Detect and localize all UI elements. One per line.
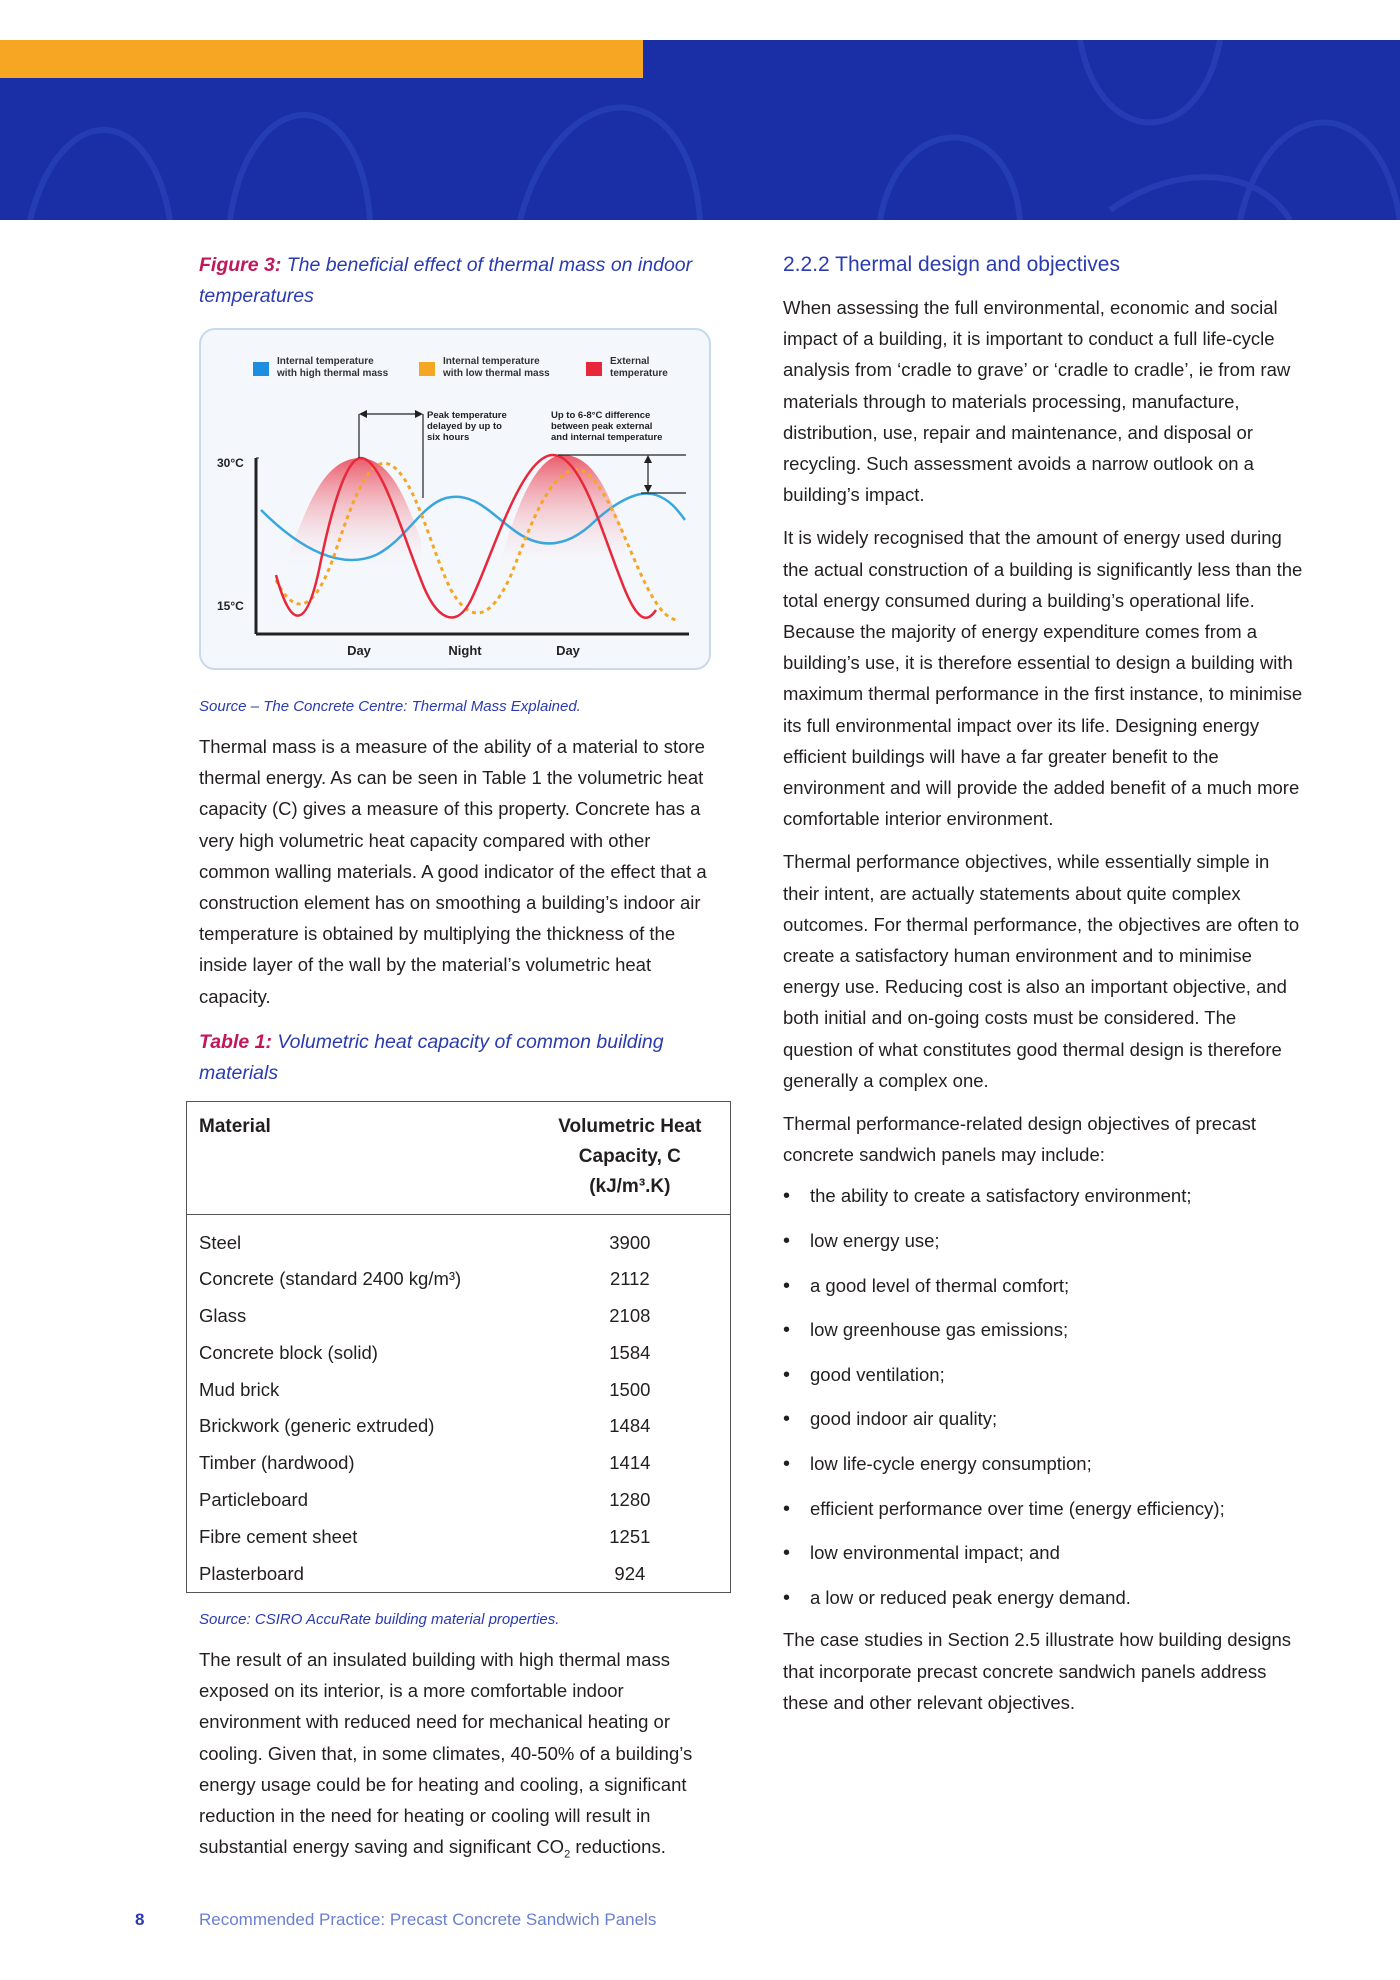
x-tick-day-1: Day — [347, 643, 371, 658]
table-row: Brickwork (generic extruded) 1484 — [199, 1415, 651, 1437]
table-row: Concrete (standard 2400 kg/m³) 2112 — [199, 1268, 650, 1290]
left-column — [199, 250, 719, 1871]
list-item: • good ventilation; — [783, 1353, 1303, 1398]
objectives-list — [783, 1174, 1303, 1620]
table-title — [199, 1027, 719, 1089]
table-title-text: Volumetric heat capacity of common building materials — [199, 1030, 664, 1084]
table-header-row — [187, 1101, 731, 1214]
legend-label-external: External temperature — [610, 356, 668, 379]
list-item: • the ability to create a satisfactory environment; — [783, 1174, 1303, 1219]
y-tick-30: 30°C — [217, 456, 244, 470]
list-item: • good indoor air quality; — [783, 1397, 1303, 1442]
table-row: Fibre cement sheet 1251 — [199, 1525, 651, 1547]
section-heading: 2.2.2 Thermal design and objectives — [783, 253, 1120, 276]
chart-svg — [201, 330, 709, 668]
legend-swatch-high-mass — [253, 362, 269, 376]
header-material: Material — [187, 1101, 530, 1214]
x-tick-night: Night — [448, 643, 482, 658]
paragraph-lifecycle: When assessing the full environmental, economic and social impact of a building, it is important to conduct a full life-cycle analysis from ‘cradle to grave’ or ‘cradle to cradle’, ie from raw materials through to materials processing, manufacture, distribution, use, repair and maintenance, and disposal or recycling. Such assessment avoids a narrow outlook on a building’s impact. — [783, 297, 1291, 506]
figure-title-text: The beneficial effect of thermal mass on indoor temperatures — [199, 254, 693, 307]
header-banner — [0, 40, 1400, 220]
legend-swatch-external — [586, 362, 602, 376]
table-row: Steel 3900 — [199, 1231, 651, 1253]
table-row: Timber (hardwood) 1414 — [199, 1452, 651, 1474]
table-label: Table 1: — [199, 1030, 272, 1053]
paragraph-case-studies: The case studies in Section 2.5 illustrate how building designs that incorporate precast concrete sandwich panels address these and other relevant objectives. — [783, 1629, 1292, 1713]
table-row: Glass 2108 — [199, 1305, 651, 1327]
paragraph-thermal-mass: Thermal mass is a measure of the ability of a material to store thermal energy. As can be seen in Table 1 the volumetric heat capacity (C) gives a measure of this property. Concrete has a very high volumetric heat capacity compared with other common walling materials. A good indicator of the effect that a construction element has on smoothing a building’s indoor air temperature is obtained by multiplying the thickness of the inside layer of the wall by the material’s volumetric heat capacity. — [199, 736, 707, 1007]
table-row: Plasterboard 924 — [199, 1562, 646, 1584]
list-item: • a good level of thermal comfort; — [783, 1264, 1303, 1309]
external-peak-fill-2 — [501, 455, 626, 575]
footer-title: Recommended Practice: Precast Concrete Sandwich Panels — [199, 1910, 657, 1929]
table-row: Particleboard 1280 — [199, 1489, 651, 1510]
x-tick-day-2: Day — [556, 643, 580, 658]
list-item: • low greenhouse gas emissions; — [783, 1308, 1303, 1353]
paragraph-energy: It is widely recognised that the amount of energy used during the actual construction of a building is significantly less than the total energy consumed during a building’s operational life. Because the majority of energy expenditure comes from a building’s use, it is therefore essential to design a building with maximum thermal performance in the first instance, to minimise its full environmental impact over its life. Designing energy efficient buildings will have a far greater benefit to the environment and will provide the added benefit of a much more comfortable interior environment. — [783, 527, 1303, 830]
list-item: • a low or reduced peak energy demand. — [783, 1576, 1303, 1621]
banner-decoration — [0, 40, 1400, 220]
list-item: • efficient performance over time (energy efficiency); — [783, 1487, 1303, 1532]
annotation-difference: Up to 6-8°C difference between peak external and internal temperature — [551, 410, 663, 443]
list-item: • low energy use; — [783, 1219, 1303, 1264]
table-source: Source: CSIRO AccuRate building material properties. — [199, 1611, 560, 1628]
figure-title — [199, 250, 719, 312]
figure-source: Source – The Concrete Centre: Thermal Mass Explained. — [199, 698, 581, 715]
list-item: • low life-cycle energy consumption; — [783, 1442, 1303, 1487]
paragraph-design-objectives: Thermal performance-related design objectives of precast concrete sandwich panels may include: — [783, 1113, 1257, 1166]
legend-label-high-mass: Internal temperature with high thermal mass — [277, 356, 389, 379]
legend-swatch-low-mass — [419, 362, 435, 376]
page-footer — [0, 1910, 1400, 1940]
external-peak-fill-1 — [281, 458, 421, 575]
paragraph-objectives: Thermal performance objectives, while essentially simple in their intent, are actually statements about quite complex outcomes. For thermal performance, the objectives are often to create a satisfactory human environment and to minimise energy use. Reducing cost is also an important objective, and both initial and on-going costs must be considered. The question of what constitutes good thermal design is therefore generally a complex one. — [783, 851, 1300, 1091]
page-number: 8 — [135, 1910, 145, 1929]
header-capacity: Volumetric Heat Capacity, C (kJ/m³.K) — [530, 1101, 731, 1214]
table-row: Concrete block (solid) 1584 — [199, 1341, 651, 1363]
thermal-mass-chart — [199, 328, 711, 670]
legend-label-low-mass: Internal temperature with low thermal mass — [443, 356, 550, 379]
right-column — [783, 250, 1303, 1718]
y-tick-15: 15°C — [217, 599, 244, 613]
table-row: Mud brick 1500 — [199, 1378, 651, 1400]
annotation-delay: Peak temperature delayed by up to six hours — [427, 410, 507, 443]
paragraph-insulated-building: The result of an insulated building with high thermal mass exposed on its interior, is a more comfortable indoor environment with reduced need for mechanical heating or cooling. Given that, in some climates, 40-50% of a building’s energy usage could be for heating and cooling, a significant reduction in the need for heating or cooling will result in substantial energy saving and significant $CO_2$ reductions. — [199, 1649, 693, 1861]
volumetric-heat-table — [186, 1101, 731, 1593]
figure-label: Figure 3: — [199, 254, 282, 276]
list-item: • low environmental impact; and — [783, 1531, 1303, 1576]
